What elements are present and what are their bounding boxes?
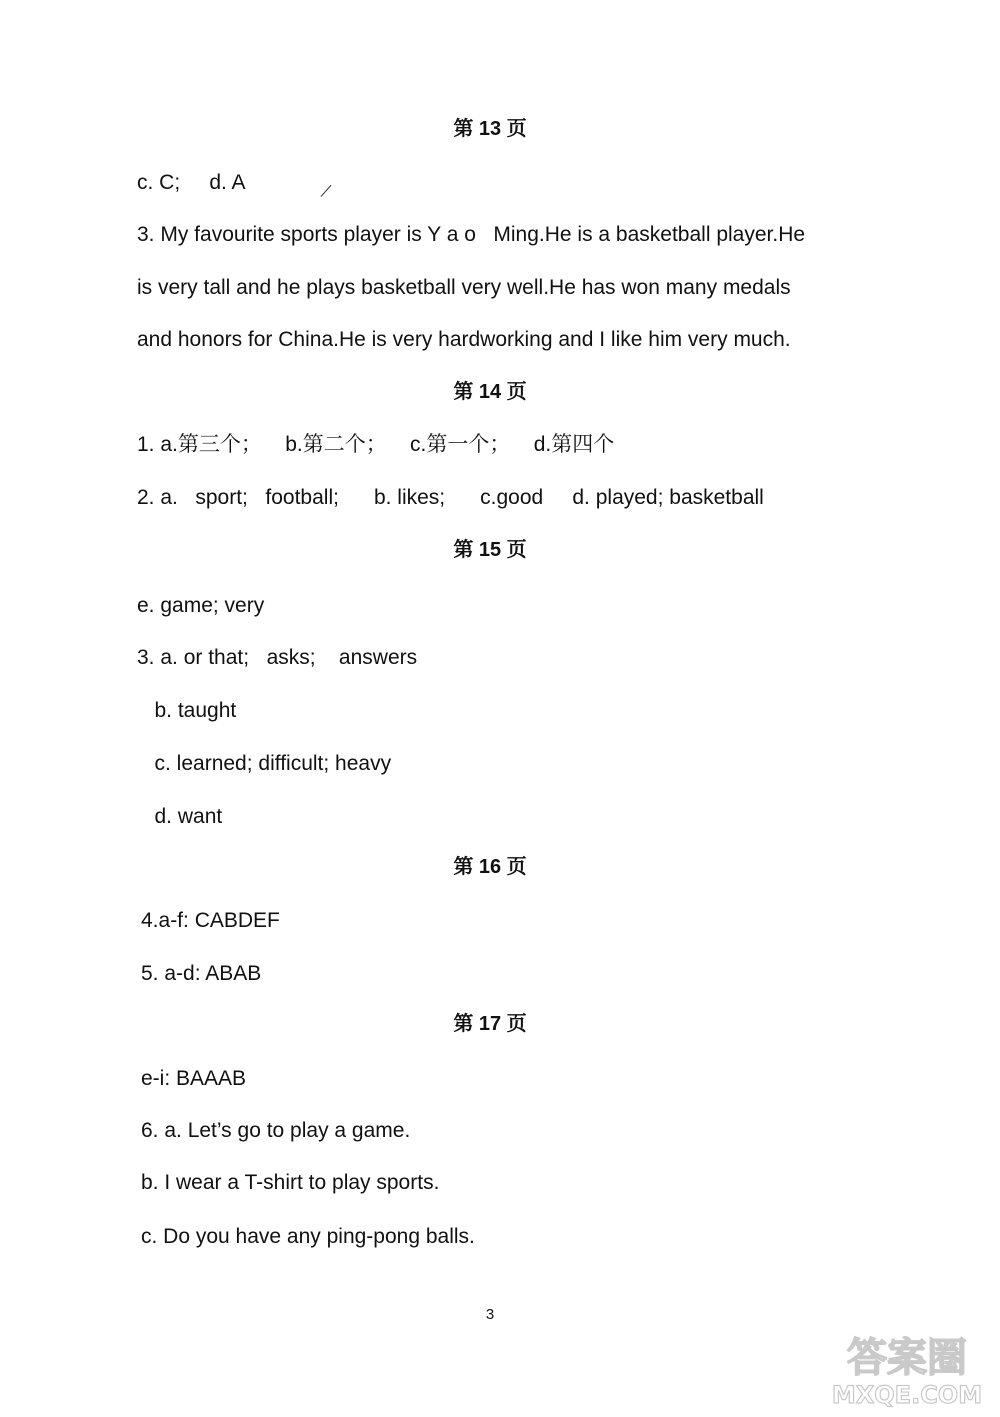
answer-line: d. want bbox=[137, 805, 223, 828]
watermark-logo-icon bbox=[822, 1321, 992, 1411]
answer-line: 1. a.第三个； b.第二个； c.第一个； d.第四个 bbox=[137, 433, 615, 456]
page-heading-17: 第 17 页 bbox=[453, 1013, 527, 1035]
pen-stroke-mark bbox=[321, 185, 332, 197]
answer-line: and honors for China.He is very hardworking and I like him very much. bbox=[137, 328, 791, 351]
answer-line: 4.a-f: CABDEF bbox=[141, 909, 280, 932]
page-heading-13: 第 13 页 bbox=[453, 118, 527, 140]
answer-line: e. game; very bbox=[137, 594, 265, 617]
page-heading-16: 第 16 页 bbox=[453, 856, 527, 878]
answer-line: 3. My favourite sports player is Y a o Ming.He is a basketball player.He bbox=[137, 223, 806, 246]
answer-line: 6. a. Let’s go to play a game. bbox=[141, 1119, 411, 1142]
answer-line: 2. a. sport; football; b. likes; c.good d. played; basketball bbox=[137, 486, 764, 509]
page-number: 3 bbox=[485, 1306, 495, 1323]
answer-line: c. Do you have any ping-pong balls. bbox=[141, 1225, 475, 1248]
answer-line: b. I wear a T-shirt to play sports. bbox=[141, 1171, 440, 1194]
answer-line: c. C; d. A bbox=[137, 171, 246, 194]
watermark-logo bbox=[822, 1321, 992, 1411]
answer-line: 3. a. or that; asks; answers bbox=[137, 646, 418, 669]
answer-line: c. learned; difficult; heavy bbox=[137, 752, 392, 775]
page-heading-15: 第 15 页 bbox=[453, 539, 527, 561]
answer-line: is very tall and he plays basketball very well.He has won many medals bbox=[137, 276, 791, 299]
watermark-glyphs: 答案圈 bbox=[847, 1335, 967, 1381]
answer-line: b. taught bbox=[137, 699, 237, 722]
answer-line: 5. a-d: ABAB bbox=[141, 962, 262, 985]
watermark-domain: MXQE.COM bbox=[831, 1381, 983, 1409]
page-heading-14: 第 14 页 bbox=[453, 381, 527, 403]
answer-line: e-i: BAAAB bbox=[141, 1067, 247, 1090]
